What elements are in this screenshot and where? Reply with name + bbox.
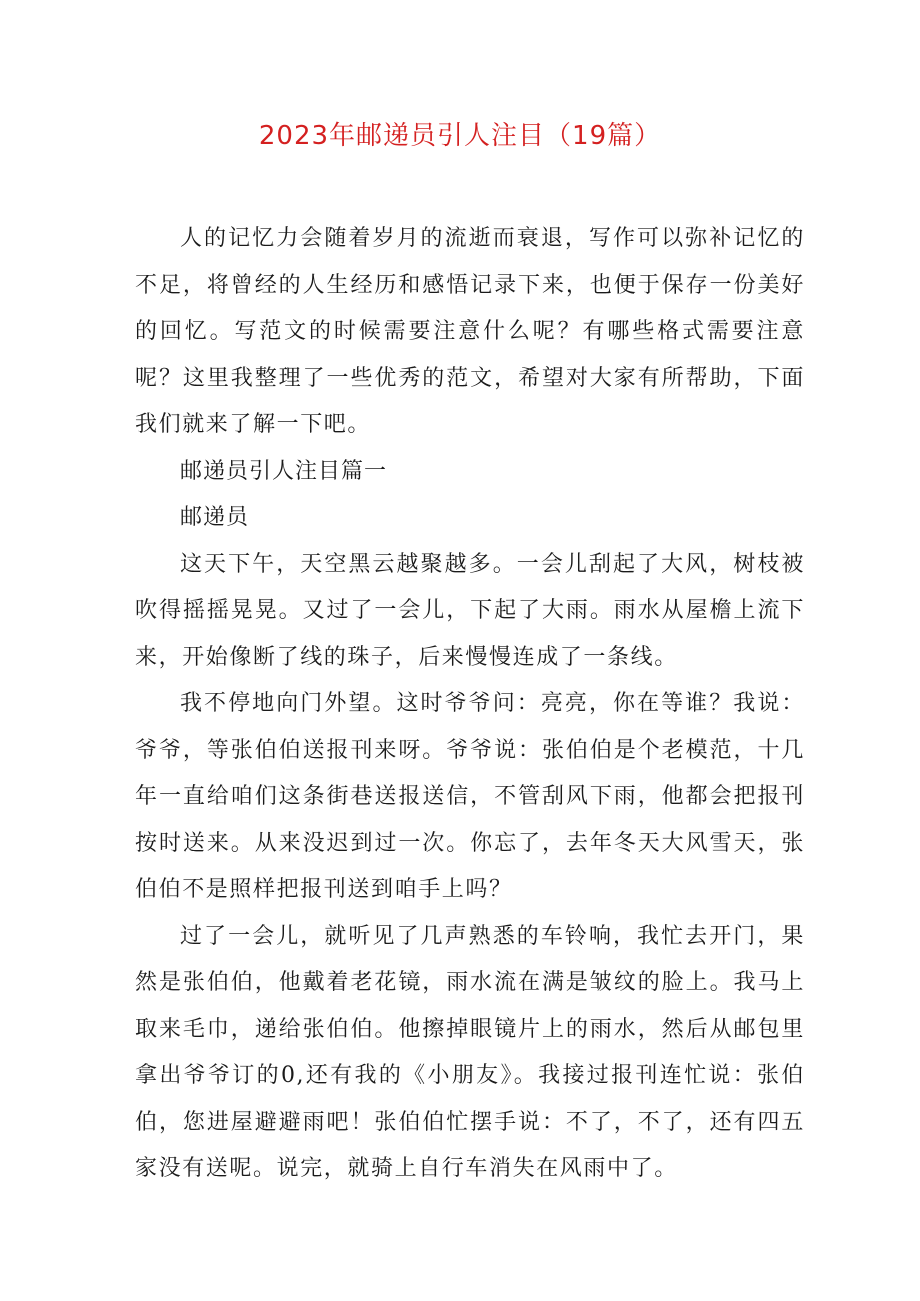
- document-body: [135, 216, 805, 1193]
- essay-title: 邮递员: [180, 505, 250, 530]
- body-paragraph: 我不停地向门外望。这时爷爷问：亮亮，你在等谁？我说：爷爷，等张伯伯送报刊来呀。爷爷说：张伯伯是个老模范，十几年一直给咱们这条街巷送报送信，不管刮风下雨，他都会把报刊按时送来。从来没迟到过一次。你忘了，去年冬天大风雪天，张伯伯不是照样把报刊送到咱手上吗？: [135, 691, 805, 902]
- body-paragraph: 这天下午，天空黑云越聚越多。一会儿刮起了大风，树枝被吹得摇摇晃晃。又过了一会儿，下起了大雨。雨水从屋檐上流下来，开始像断了线的珠子，后来慢慢连成了一条线。: [135, 551, 805, 670]
- section-heading: 邮递员引人注目篇一: [180, 458, 388, 484]
- intro-paragraph: 人的记忆力会随着岁月的流逝而衰退，写作可以弥补记忆的不足，将曾经的人生经历和感悟记录下来，也便于保存一份美好的回忆。写范文的时候需要注意什么呢？有哪些格式需要注意呢？这里我整理了一些优秀的范文，希望对大家有所帮助，下面我们就来了解一下吧。: [135, 226, 805, 437]
- body-paragraph: 过了一会儿，就听见了几声熟悉的车铃响，我忙去开门，果然是张伯伯，他戴着老花镜，雨水流在满是皱纹的脸上。我马上取来毛巾，递给张伯伯。他擦掉眼镜片上的雨水，然后从邮包里拿出爷爷订的0,还有我的《小朋友》。我接过报刊连忙说：张伯伯，您进屋避避雨吧！张伯伯忙摆手说：不了，不了，还有四五家没有送呢。说完，就骑上自行车消失在风雨中了。: [135, 923, 805, 1181]
- document-title: 2023年邮递员引人注目（19篇）: [258, 121, 662, 151]
